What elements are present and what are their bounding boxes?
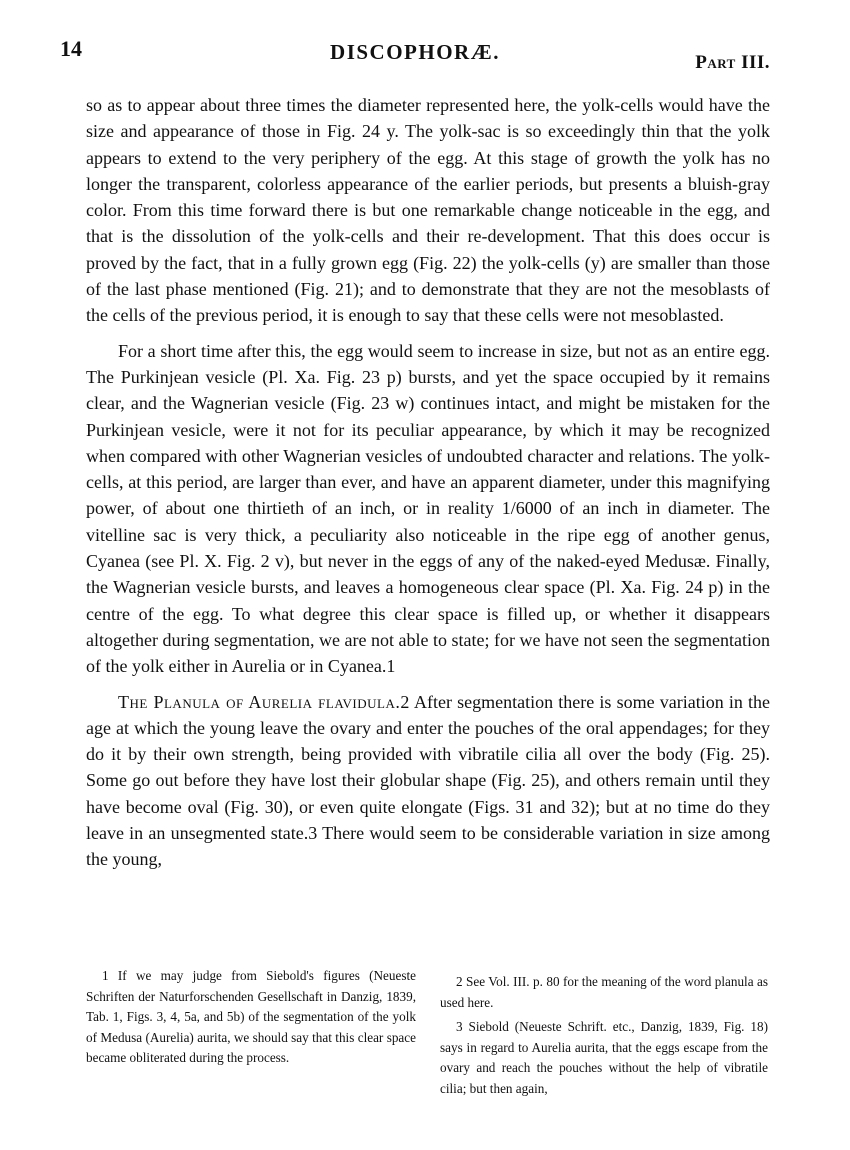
part-label: Part III. [695, 52, 770, 73]
paragraph-planula [86, 689, 770, 873]
footnotes-left-column [86, 966, 416, 1073]
footnote-1: 1 If we may judge from Siebold's figures (Neueste Schriften der Naturforschenden Gesellschaft in Danzig, 1839, Tab. 1, Figs. 3, 4, 5a, and 5b) of the segmentation of the yolk of Medusa (Aurelia) aurita, we should say that this clear space became obliterated during the process. [86, 968, 416, 1065]
footnote-2: 2 See Vol. III. p. 80 for the meaning of the word planula as used here. [440, 974, 768, 1010]
section-heading: The Planula of Aurelia flavidula.2 [118, 691, 410, 712]
paragraph-continuation: so as to appear about three times the diameter represented here, the yolk-cells would have the size and appearance of those in Fig. 24 y. The yolk-sac is so exceedingly thin that the yolk appears to extend to the very periphery of the egg. At this stage of growth the yolk has no longer the transparent, colorless appearance of the earlier periods, but presents a bluish-gray color. From this time forward there is but one remarkable change noticeable in the egg, and that is the dissolution of the yolk-cells and their re-development. That this does occur is proved by the fact, that in a fully grown egg (Fig. 22) the yolk-cells (y) are smaller than those of the last phase mentioned (Fig. 21); and to demonstrate that they are not the mesoblasts of the cells of the previous period, it is enough to say that these cells were not mesoblasted. [86, 95, 770, 326]
running-title: DISCOPHORÆ. [330, 40, 500, 64]
body-text [86, 92, 770, 882]
paragraph-purkinjean: For a short time after this, the egg would seem to increase in size, but not as an entire egg. The Purkinjean vesicle (Pl. Xa. Fig. 23 p) bursts, and yet the space occupied by it remains clear, and the Wagnerian vesicle (Fig. 23 w) continues intact, and might be mistaken for the Purkinjean vesicle, were it not for its peculiar appearance, by which it may be recognized when compared with other Wagnerian vesicles of undoubted character and relations. The yolk-cells, at this period, are larger than ever, and have an apparent diameter, under this magnifying power, of about one thirtieth of an inch, or in reality 1/6000 of an inch in diameter. The vitelline sac is very thick, a peculiarity also noticeable in the ripe egg of another genus, Cyanea (see Pl. X. Fig. 2 v), but never in the eggs of any of the naked-eyed Medusæ. Finally, the Wagnerian vesicle bursts, and leaves a homogeneous clear space (Pl. Xa. Fig. 24 p) in the centre of the egg. To what degree this clear space is filled up, or whether it disappears altogether during segmentation, we are not able to state; for we have not seen the segmentation of the yolk either in Aurelia or in Cyanea.1 [86, 340, 770, 677]
section-text: After segmentation there is some variation in the age at which the young leave the ovary and enter the pouches of the oral appendages; for they do it by their own strength, being provided with vibratile cilia all over the body (Fig. 25). Some go out before they have lost their globular shape (Fig. 25), and others remain until they have become oval (Fig. 30), or even quite elongate (Figs. 31 and 32); but at no time do they leave in an unsegmented state.3 There would seem to be considerable variation in size among the young, [86, 691, 770, 870]
page-number: 14 [60, 36, 82, 61]
page-header [60, 36, 770, 76]
footnote-3: 3 Siebold (Neueste Schrift. etc., Danzig, 1839, Fig. 18) says in regard to Aurelia aurita, that the eggs escape from the ovary and reach the pouches without the help of vibratile cilia; but then again, [440, 1019, 768, 1096]
footnotes-right-column [440, 972, 768, 1103]
